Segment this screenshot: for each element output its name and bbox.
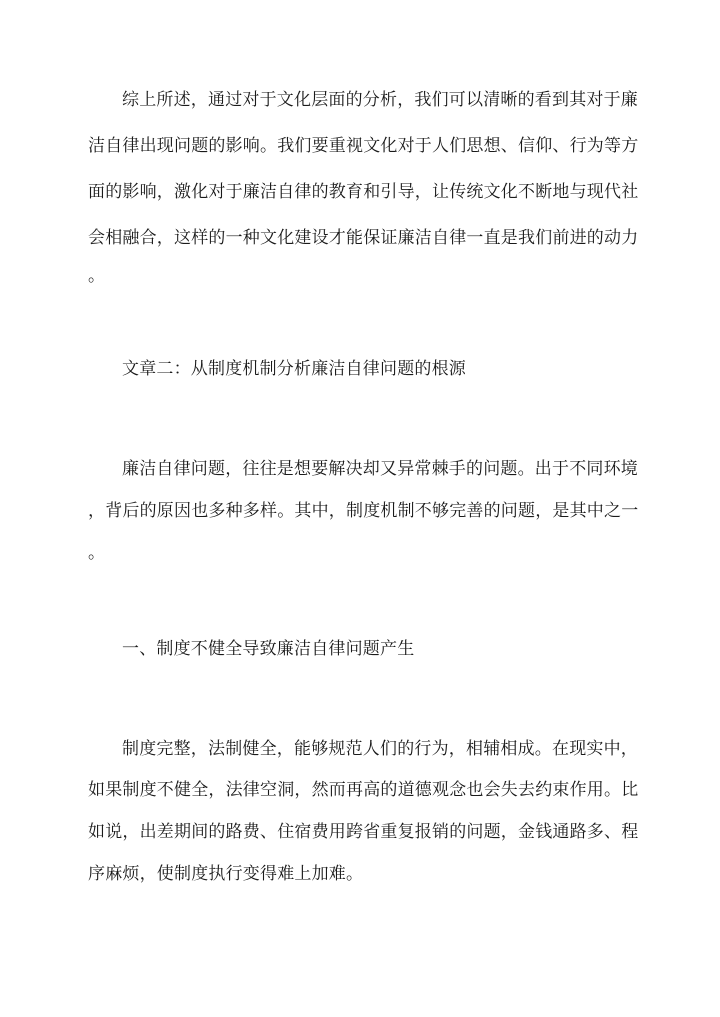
text-line: 综上所述，通过对于文化层面的分析，我们可以清晰的看到其对于廉 <box>122 90 638 110</box>
text-line: ，背后的原因也多种多样。其中，制度机制不够完善的问题，是其中之一 <box>88 501 639 521</box>
text-line: 制度完整，法制健全，能够规范人们的行为，相辅相成。在现实中， <box>122 739 638 759</box>
heading-line: 文章二：从制度机制分析廉洁自律问题的根源 <box>122 359 466 379</box>
text-line: 洁自律出现问题的影响。我们要重视文化对于人们思想、信仰、行为等方 <box>88 136 639 156</box>
heading-line: 一、制度不健全导致廉洁自律问题产生 <box>122 639 415 659</box>
text-line: 如果制度不健全，法律空洞，然而再高的道德观念也会失去约束作用。比 <box>88 780 639 800</box>
text-line: 如说，出差期间的路费、住宿费用跨省重复报销的问题，金钱通路多、程 <box>88 822 639 842</box>
text-line: 。 <box>88 543 106 563</box>
text-line: 面的影响，激化对于廉洁自律的教育和引导，让传统文化不断地与现代社 <box>88 182 639 202</box>
text-line: 序麻烦，使制度执行变得难上加难。 <box>88 864 364 884</box>
text-line: 廉洁自律问题，往往是想要解决却又异常棘手的问题。出于不同环境 <box>122 459 638 479</box>
text-line: 会相融合，这样的一种文化建设才能保证廉洁自律一直是我们前进的动力 <box>88 228 639 248</box>
text-line: 。 <box>88 266 106 286</box>
